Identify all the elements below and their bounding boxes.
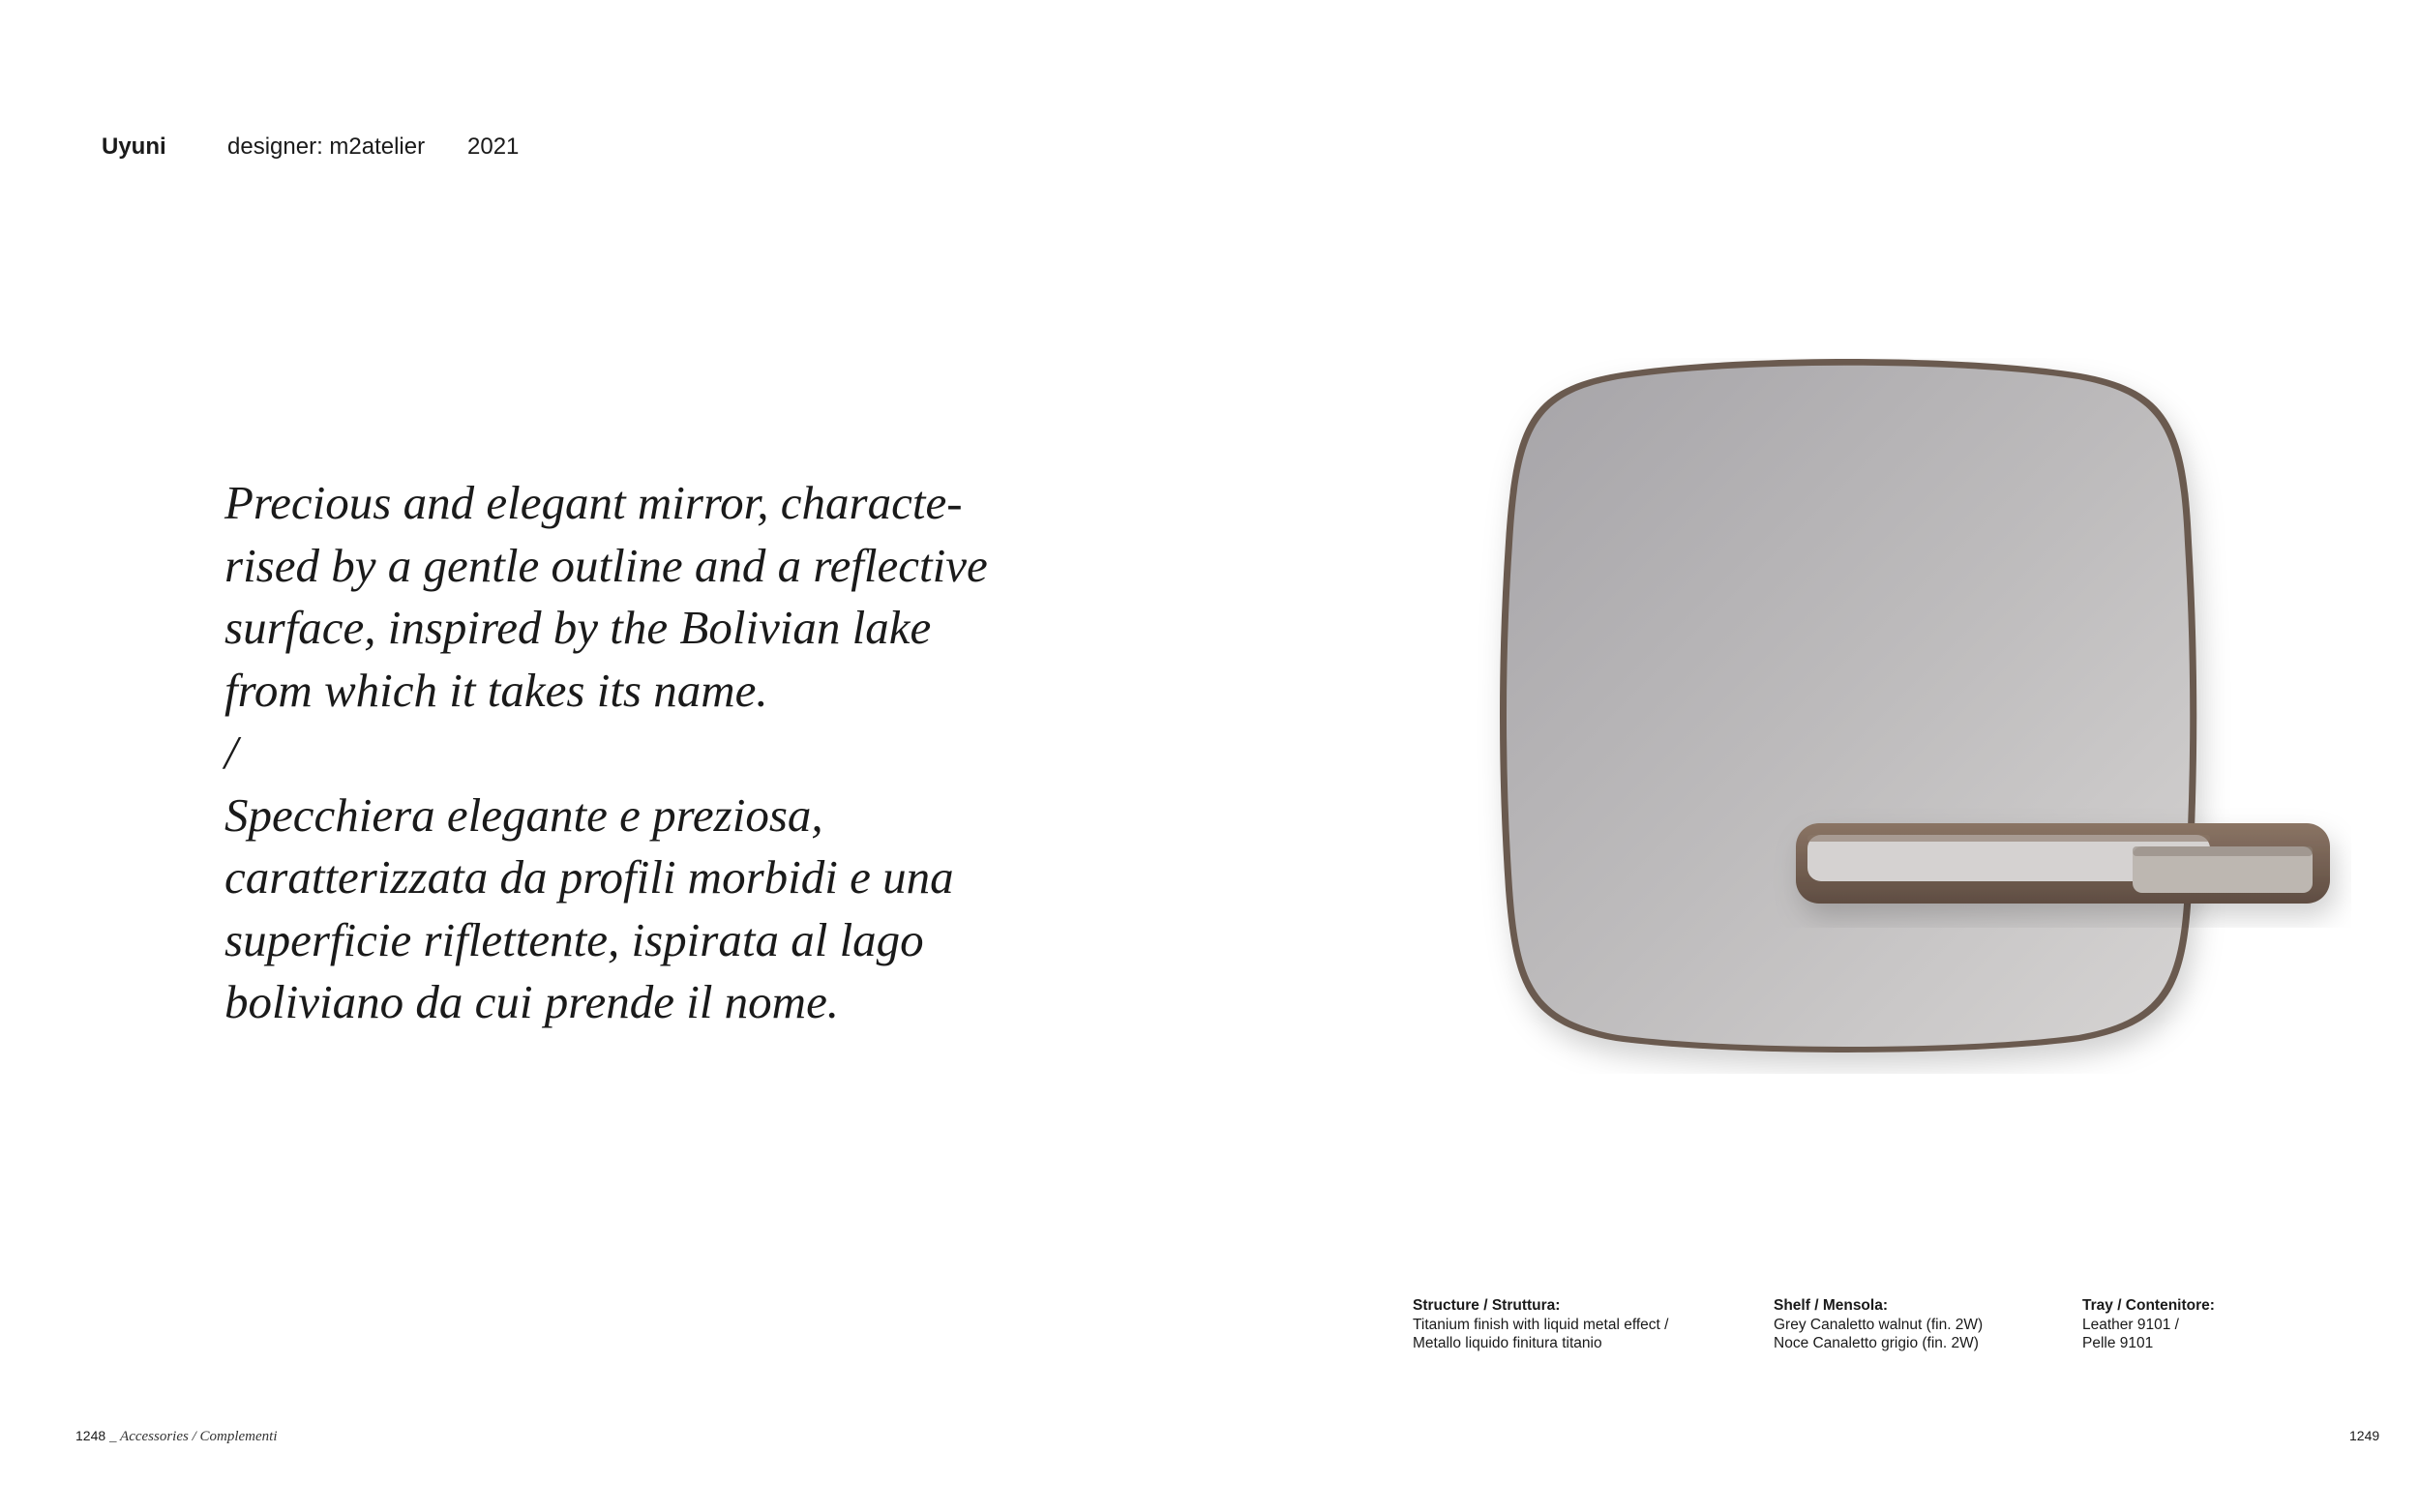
spec-value: Leather 9101 / <box>2082 1316 2179 1333</box>
spec-structure <box>1413 1296 1742 1353</box>
spec-tray <box>2082 1296 2276 1353</box>
page-number-right: 1249 <box>2349 1428 2380 1443</box>
mirror-glass <box>1507 366 2190 1047</box>
description-line: superficie riflettente, ispirata al lago <box>224 912 924 966</box>
spec-value: Pelle 9101 <box>2082 1335 2154 1351</box>
description-line: rised by a gentle outline and a reflective <box>224 538 988 592</box>
spec-shelf <box>1774 1296 2045 1353</box>
wall-shelf <box>1796 823 2330 904</box>
description-line: caratterizzata da profili morbidi e una <box>224 850 954 904</box>
product-description <box>224 472 1018 1034</box>
designer-credit: designer: m2atelier <box>227 133 426 160</box>
description-line: Specchiera elegante e preziosa, <box>224 787 823 842</box>
spec-label: Shelf / Mensola: <box>1774 1297 1888 1314</box>
spec-value: Noce Canaletto grigio (fin. 2W) <box>1774 1335 1979 1351</box>
spec-label: Structure / Struttura: <box>1413 1297 1561 1314</box>
page-number-left: 1248 <box>75 1428 106 1443</box>
description-line: from which it takes its name. <box>224 663 768 717</box>
product-name: Uyuni <box>102 133 166 160</box>
footer-left <box>75 1428 278 1445</box>
spec-value: Metallo liquido finitura titanio <box>1413 1335 1602 1351</box>
description-line: surface, inspired by the Bolivian lake <box>224 601 932 654</box>
mirror-with-shelf-illustration <box>1442 358 2351 1074</box>
spec-value: Titanium finish with liquid metal effect / <box>1413 1316 1669 1333</box>
section-title: _ Accessories / Complementi <box>109 1429 278 1444</box>
product-year: 2021 <box>467 133 520 160</box>
mirror-illustration-svg <box>1442 358 2351 1074</box>
description-line: boliviano da cui prende il nome. <box>224 975 840 1028</box>
spec-label: Tray / Contenitore: <box>2082 1297 2215 1314</box>
language-separator: / <box>224 726 238 779</box>
description-line: Precious and elegant mirror, characte- <box>224 476 963 529</box>
spec-value: Grey Canaletto walnut (fin. 2W) <box>1774 1316 1984 1333</box>
